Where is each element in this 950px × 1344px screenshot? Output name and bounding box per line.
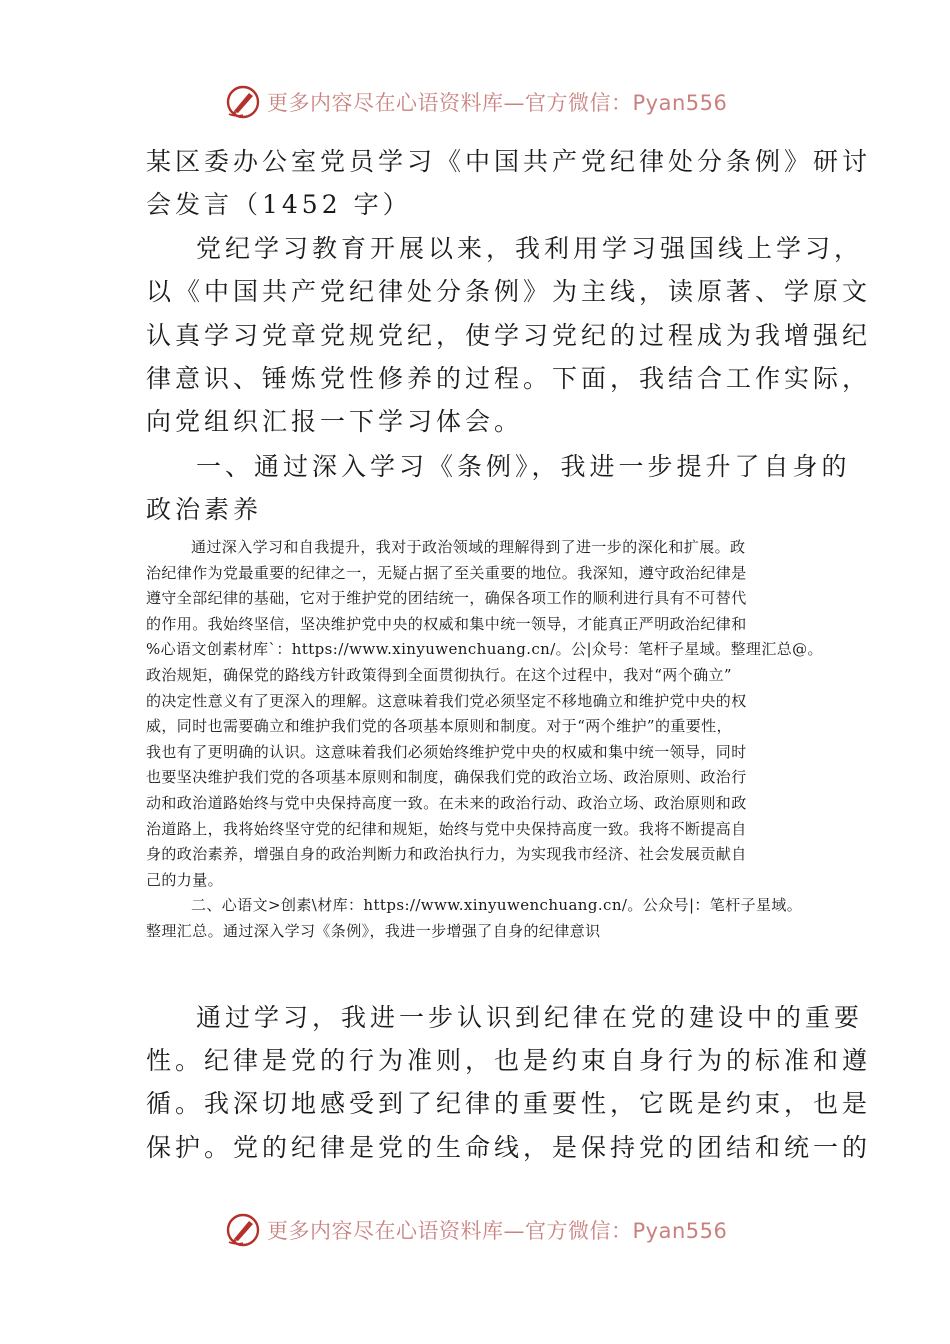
section1-body-line: 己的力量。 (146, 870, 224, 889)
section2-body-line: 保护。党的纪律是党的生命线，是保持党的团结和统一的 (146, 1133, 872, 1162)
section1-body-line: 身的政治素养，增强自身的政治判断力和政治执行力，为实现我市经济、社会发展贡献自 (146, 845, 747, 864)
banner-text: 更多内容尽在心语资料库—官方微信：Pyan556 (267, 1219, 728, 1243)
intro-line-2: 以《中国共产党纪律处分条例》为主线，读原著、学原文 (146, 277, 872, 306)
section2-body-line: 性。纪律是党的行为准则，也是约束自身行为的标准和遵 (146, 1046, 872, 1075)
banner-text: 更多内容尽在心语资料库—官方微信：Pyan556 (267, 91, 728, 115)
section2-body-line: 通过学习，我进一步认识到纪律在党的建设中的重要 (196, 1003, 864, 1032)
watermark-line: %心语文创素材库`：https://www.xinyuwenchuang.cn/。公|众号：笔杆子星域。整理汇总@。 (146, 640, 823, 659)
section1-body-line: 的决定性意义有了更深入的理解。这意味着我们党必须坚定不移地确立和维护党中央的权 (146, 691, 747, 710)
section1-body-line: 我也有了更明确的认识。这意味着我们必须始终维护党中央的权威和集中统一领导，同时 (146, 742, 747, 761)
document-title-line-1: 某区委办公室党员学习《中国共产党纪律处分条例》研讨 (146, 147, 872, 176)
section1-body-line: 政治规矩，确保党的路线方针政策得到全面贯彻执行。在这个过程中，我对“两个确立” (146, 666, 732, 684)
section2-body-line: 循。我深切地感受到了纪律的重要性，它既是约束，也是 (146, 1089, 872, 1118)
section1-heading-line-1: 一、通过深入学习《条例》，我进一步提升了自身的 (196, 452, 851, 481)
intro-line-5: 向党组织汇报一下学习体会。 (146, 407, 524, 436)
footer-banner (225, 1210, 727, 1250)
section1-body-line: 通过深入学习和自我提升，我对于政治领域的理解得到了进一步的深化和扩展。政 (191, 538, 746, 556)
section1-body-line: 威，同时也需要确立和维护我们党的各项基本原则和制度。对于“两个维护”的重要性， (146, 717, 732, 736)
section1-body-line: 动和政治道路始终与党中央保持高度一致。在未来的政治行动、政治立场、政治原则和政 (146, 794, 747, 812)
section1-body-line: 治道路上，我将始终坚守党的纪律和规矩，始终与党中央保持高度一致。我将不断提高自 (146, 819, 747, 838)
intro-line-4: 律意识、锤炼党性修养的过程。下面，我结合工作实际， (146, 364, 872, 393)
section1-body-line: 也要坚决维护我们党的各项基本原则和制度，确保我们党的政治立场、政治原则、政治行 (146, 768, 747, 787)
section1-body-line: 治纪律作为党最重要的纪律之一，无疑占据了至关重要的地位。我深知，遵守政治纪律是 (146, 563, 747, 582)
section1-body-line: 遵守全部纪律的基础，它对于维护党的团结统一，确保各项工作的顺利进行具有不可替代 (146, 589, 747, 608)
document-title-line-2: 会发言（1452 字） (146, 190, 412, 219)
section1-heading-line-2: 政治素养 (146, 495, 263, 524)
section2-heading-line-1: 二、心语文>创素\材库：https://www.xinyuwenchuang.cn/。公众号|：笔杆子星域。 (191, 896, 803, 915)
section1-body-line: 的作用。我始终坚信，坚决维护党中央的权威和集中统一领导，才能真正严明政治纪律和 (146, 614, 747, 633)
intro-line-1: 党纪学习教育开展以来，我利用学习强国线上学习， (196, 234, 864, 263)
pen-logo-icon (225, 1212, 261, 1248)
section2-heading-line-2: 整理汇总。通过深入学习《条例》，我进一步增强了自身的纪律意识 (146, 922, 601, 940)
header-banner (225, 82, 727, 122)
pen-logo-icon (225, 84, 261, 120)
intro-line-3: 认真学习党章党规党纪，使学习党纪的过程成为我增强纪 (146, 321, 872, 350)
